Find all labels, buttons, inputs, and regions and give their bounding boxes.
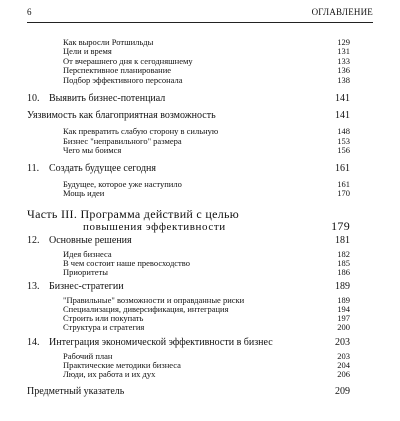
toc-chapter-number: 10. xyxy=(27,93,40,104)
running-title: ОГЛАВЛЕНИЕ xyxy=(311,7,373,17)
toc-page-number: 136 xyxy=(337,65,350,75)
toc-part-heading xyxy=(27,208,350,236)
toc-page-number: 153 xyxy=(337,136,350,146)
toc-chapter-title: Бизнес-стратегии xyxy=(49,281,124,292)
toc-subentry-title: Люди, их работа и их дух xyxy=(63,369,156,379)
toc-subentry-title: Структура и стратегия xyxy=(63,322,145,332)
toc-page-number: 185 xyxy=(337,258,350,268)
toc-subentry-title: Строить или покупать xyxy=(63,313,144,323)
running-header xyxy=(27,7,373,21)
toc-page-number: 182 xyxy=(337,249,350,259)
toc-subentry-title: Приоритеты xyxy=(63,267,108,277)
toc-chapter-number: 13. xyxy=(27,281,40,292)
toc-chapter-title: Интеграция экономической эффективности в бизнес xyxy=(49,337,273,348)
toc-subentry-title: Цели и время xyxy=(63,46,112,56)
toc-subentry-title: Бизнес "неправильного" размера xyxy=(63,136,182,146)
toc-page-number: 189 xyxy=(337,295,350,305)
toc-page-number: 194 xyxy=(337,304,350,314)
toc-subentry-title: Подбор эффективного персонала xyxy=(63,75,183,85)
toc-chapter-title: Создать будущее сегодня xyxy=(49,163,156,174)
toc-subentry-title: В чем состоит наше превосходство xyxy=(63,258,190,268)
toc-page-number: 186 xyxy=(337,267,350,277)
toc-subentry-title: От вчерашнего дня к сегодняшнему xyxy=(63,56,193,66)
toc-chapter-title: Основные решения xyxy=(49,235,132,246)
toc-page-number: 189 xyxy=(335,281,350,292)
toc-subentry-title: Идея бизнеса xyxy=(63,249,112,259)
toc-subentry-title: Как выросли Ротшильды xyxy=(63,37,154,47)
header-rule xyxy=(27,22,373,23)
toc-page-number: 200 xyxy=(337,322,350,332)
toc-chapter-title: Выявить бизнес-потенциал xyxy=(49,93,166,104)
toc-subentry-title: Мощь идеи xyxy=(63,188,105,198)
toc-page-number: 181 xyxy=(335,235,350,246)
toc-page-number: 148 xyxy=(337,126,350,136)
toc-subentry-title: Перспективное планирование xyxy=(63,65,172,75)
toc-page-number: 156 xyxy=(337,145,350,155)
toc-subentry-title: Будущее, которое уже наступило xyxy=(63,179,182,189)
toc-page-number: 141 xyxy=(335,93,350,104)
toc-chapter-number: 11. xyxy=(27,163,40,174)
toc-page-number: 203 xyxy=(335,337,350,348)
toc-chapter-number: 14. xyxy=(27,337,40,348)
toc-page-number: 161 xyxy=(335,163,350,174)
toc-page-number: 141 xyxy=(335,110,350,121)
toc-page-number: 206 xyxy=(337,369,350,379)
toc-page-number: 209 xyxy=(335,386,350,397)
toc-subentry-title: Как превратить слабую сторону в сильную xyxy=(63,126,219,136)
toc-part-title-line2: повышения эффективности xyxy=(83,221,226,233)
toc-subentry-title: Чего мы боимся xyxy=(63,145,122,155)
toc-page-number: 203 xyxy=(337,351,350,361)
toc-chapter-number: 12. xyxy=(27,235,40,246)
toc-page-number: 138 xyxy=(337,75,350,85)
toc-subentry-title: "Правильные" возможности и оправданные риски xyxy=(63,295,245,305)
toc-page-number: 170 xyxy=(337,188,350,198)
toc-part-title-line1: Часть III. Программа действий с целью xyxy=(27,207,240,221)
toc-section-title: Предметный указатель xyxy=(27,386,125,397)
toc-page-number: 161 xyxy=(337,179,350,189)
toc-subentry-title: Практические методики бизнеса xyxy=(63,360,181,370)
page-number: 6 xyxy=(27,7,32,17)
toc-page-number: 131 xyxy=(337,46,350,56)
toc-page-number: 133 xyxy=(337,56,350,66)
toc-subentry-title: Специализация, диверсификация, интеграция xyxy=(63,304,229,314)
toc-subentry-title: Рабочий план xyxy=(63,351,113,361)
toc-page-number: 179 xyxy=(331,219,350,233)
toc-page-number: 204 xyxy=(337,360,350,370)
toc-page-number: 197 xyxy=(337,313,350,323)
toc-page-number: 129 xyxy=(337,37,350,47)
toc-section-title: Уязвимость как благоприятная возможность xyxy=(27,110,216,121)
